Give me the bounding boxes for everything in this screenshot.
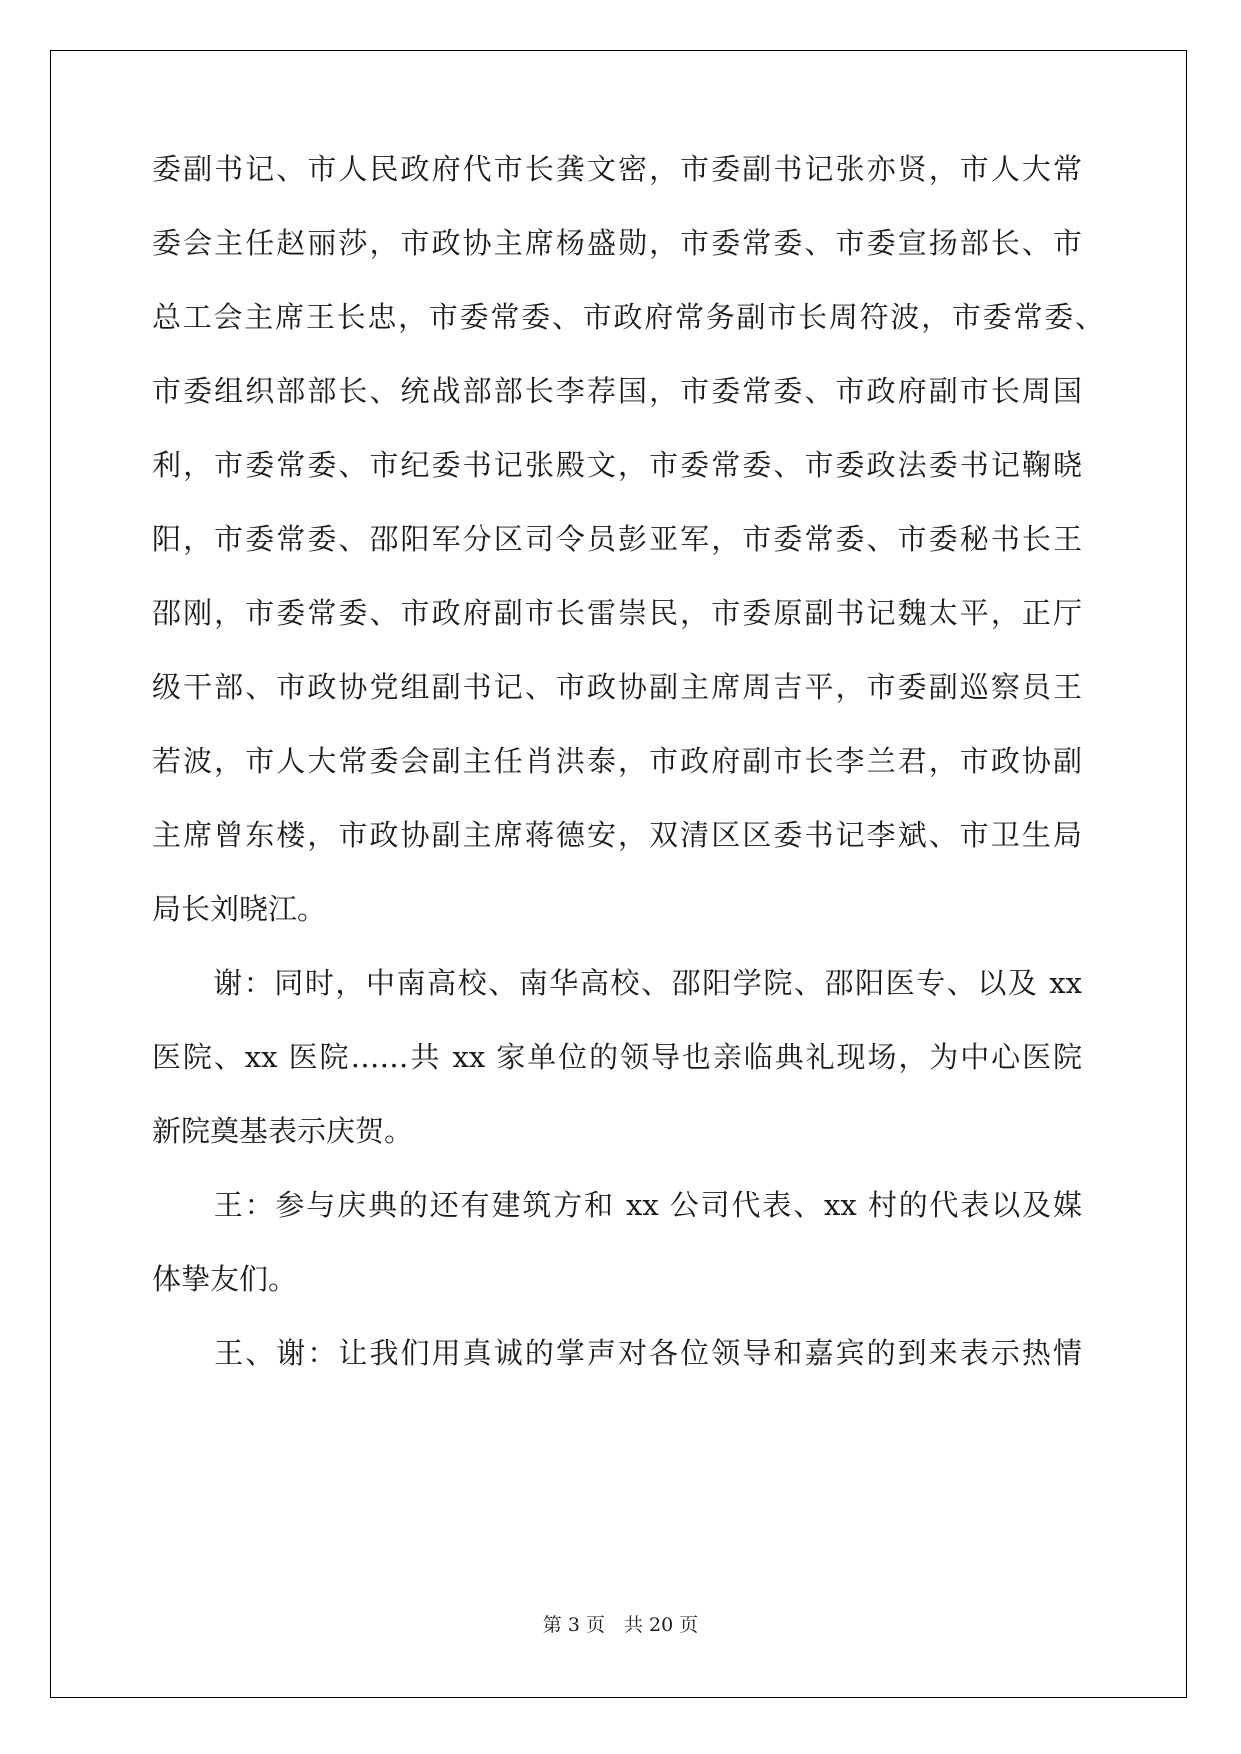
text-line: 新院奠基表示庆贺。 [152, 1114, 414, 1148]
text-line: 王、谢：让我们用真诚的掌声对各位领导和嘉宾的到来表示热情 [152, 1336, 1082, 1370]
text-line: 医院、xx 医院……共 xx 家单位的领导也亲临典礼现场，为中心医院 [152, 1040, 1082, 1074]
text-line: 邵刚，市委常委、市政府副市长雷崇民，市委原副书记魏太平，正厅 [152, 596, 1082, 630]
text-line: 谢：同时，中南高校、南华高校、邵阳学院、邵阳医专、以及 xx [152, 966, 1082, 1000]
text-line: 体挚友们。 [152, 1262, 298, 1296]
text-line: 局长刘晓江。 [152, 892, 327, 926]
text-line: 委副书记、市人民政府代市长龚文密，市委副书记张亦贤，市人大常 [152, 152, 1082, 186]
page-number: 第 3 页 共 20 页 [542, 1614, 699, 1636]
text-line: 王：参与庆典的还有建筑方和 xx 公司代表、xx 村的代表以及媒 [152, 1188, 1082, 1222]
text-line: 委会主任赵丽莎，市政协主席杨盛勋，市委常委、市委宣扬部长、市 [152, 226, 1082, 260]
text-line: 主席曾东楼，市政协副主席蒋德安，双清区区委书记李斌、市卫生局 [152, 818, 1082, 852]
text-line: 总工会主席王长忠，市委常委、市政府常务副市长周符波，市委常委、 [152, 300, 1104, 334]
page-border [50, 50, 1187, 1698]
text-line: 利，市委常委、市纪委书记张殿文，市委常委、市委政法委书记鞠晓 [152, 448, 1082, 482]
text-line: 级干部、市政协党组副书记、市政协副主席周吉平，市委副巡察员王 [152, 670, 1082, 704]
text-line: 阳，市委常委、邵阳军分区司令员彭亚军，市委常委、市委秘书长王 [152, 522, 1082, 556]
text-line: 若波，市人大常委会副主任肖洪泰，市政府副市长李兰君，市政协副 [152, 744, 1082, 778]
text-line: 市委组织部部长、统战部部长李荐国，市委常委、市政府副市长周国 [152, 374, 1082, 408]
